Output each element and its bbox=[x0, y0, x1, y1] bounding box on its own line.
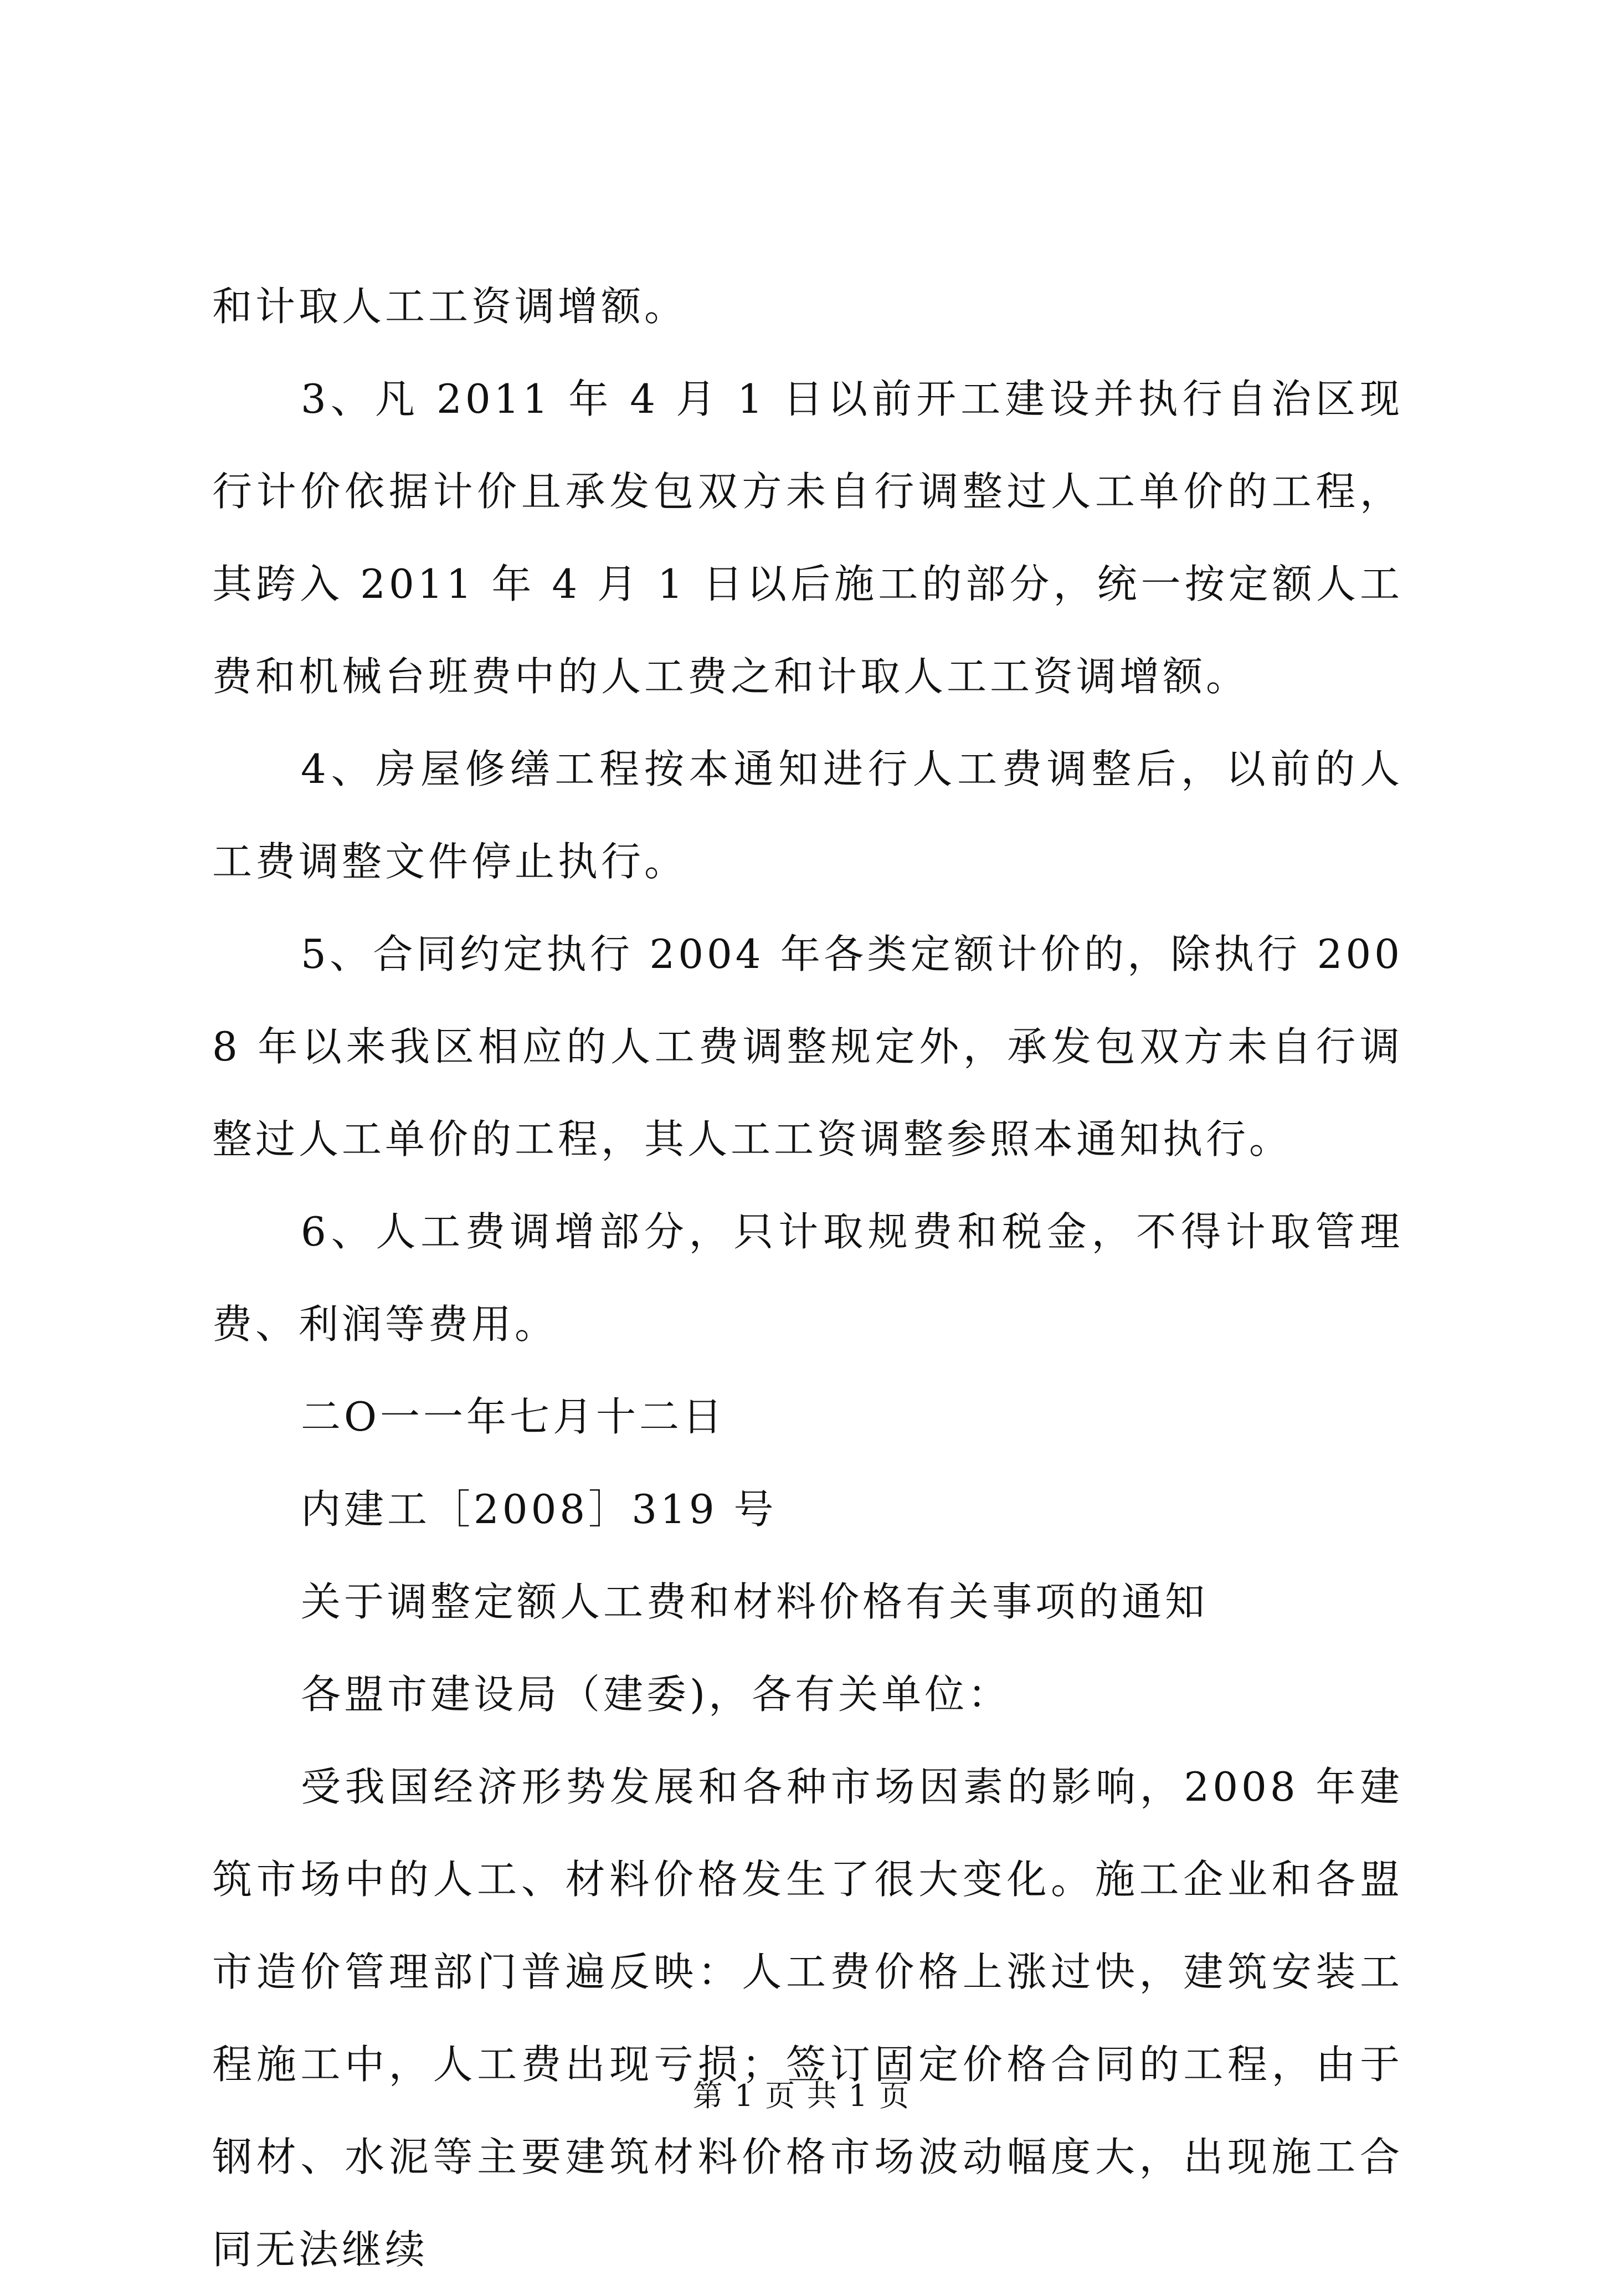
notice-title: 关于调整定额人工费和材料价格有关事项的通知 bbox=[301, 1578, 1209, 1625]
document-date: 二O一一年七月十二日 bbox=[301, 1393, 726, 1440]
paragraph-item-3: 3、凡 2011 年 4 月 1 日以前开工建设并执行自治区现行计价依据计价且承发包双方未自行调整过人工单价的工程，其跨入 2011 年 4 月 1 日以后施工的部分，统一按定额人工费和机械台班费中的人工费之和计取人工工资调增额。 bbox=[212, 376, 1403, 700]
document-number: 内建工［2008］319 号 bbox=[301, 1486, 777, 1533]
paragraph-item-5: 5、合同约定执行 2004 年各类定额计价的，除执行 2008 年以来我区相应的人工费调整规定外，承发包双方未自行调整过人工单价的工程，其人工工资调整参照本通知执行。 bbox=[212, 931, 1403, 1162]
notice-body-paragraph: 受我国经济形势发展和各种市场因素的影响，2008 年建筑市场中的人工、材料价格发生了很大变化。施工企业和各盟市造价管理部门普遍反映：人工费价格上涨过快，建筑安装工程施工中，人工费出现亏损；签订固定价格合同的工程，由于钢材、水泥等主要建筑材料价格市场波动幅度大，出现施工合同无法继续 bbox=[212, 1764, 1403, 2273]
document-body bbox=[212, 260, 1403, 2296]
paragraph-item-6: 6、人工费调增部分，只计取规费和税金，不得计取管理费、利润等费用。 bbox=[212, 1208, 1403, 1347]
page-footer: 第 1 页 共 1 页 bbox=[692, 2078, 911, 2113]
paragraph-item-4: 4、房屋修缮工程按本通知进行人工费调整后，以前的人工费调整文件停止执行。 bbox=[212, 746, 1403, 885]
notice-addressee: 各盟市建设局（建委)，各有关单位： bbox=[301, 1671, 1011, 1718]
paragraph-continuation: 和计取人工工资调增额。 bbox=[212, 283, 688, 330]
